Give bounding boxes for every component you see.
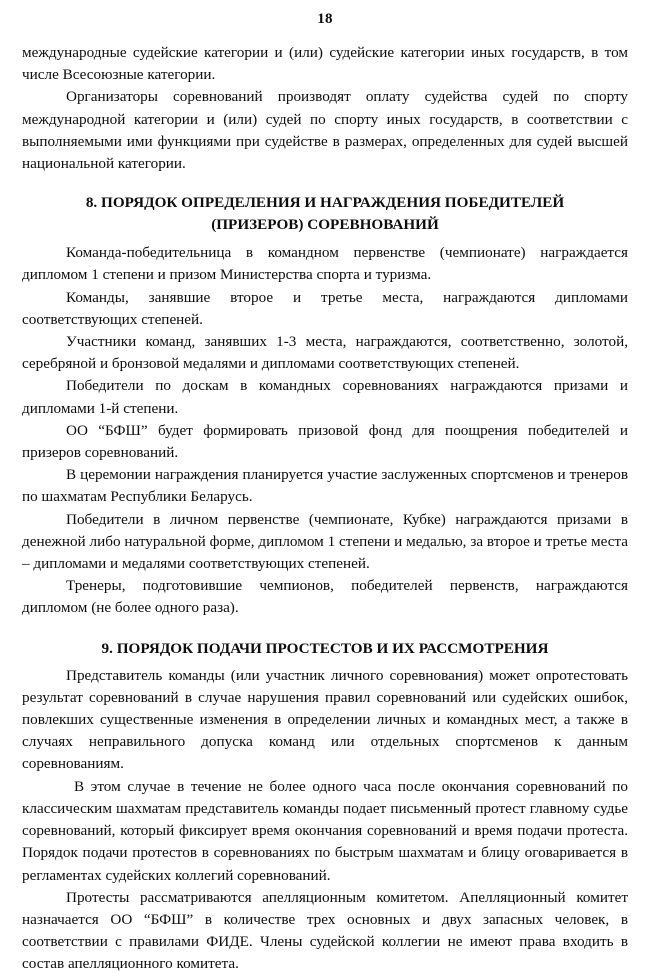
paragraph-8-8: Тренеры, подготовившие чемпионов, победителей первенств, награждаются дипломом (не более одного раза). xyxy=(22,577,628,617)
paragraph-8-4: Победители по доскам в командных соревнованиях награждаются призами и дипломами 1-й степени. xyxy=(22,377,628,417)
paragraph-9-3: Протесты рассматриваются апелляционным комитетом. Апелляционный комитет назначается ОО “БФШ” в количестве трех основных и двух запасных человек, в соответствии с правилами ФИДЕ. Члены судейской коллегии не имеют права входить в состав апелляционного комитета. xyxy=(22,888,628,973)
section-heading-8-line1: 8. ПОРЯДОК ОПРЕДЕЛЕНИЯ И НАГРАЖДЕНИЯ ПОБЕДИТЕЛЕЙ xyxy=(85,194,565,212)
paragraph-8-2: Команды, занявшие второе и третье места, награждаются дипломами соответствующих степеней. xyxy=(22,288,628,328)
paragraph-intro-2: Организаторы соревнований производят оплату судейства судей по спорту международной категории и (или) судей по спорту иных государств, в соответствии с выполняемыми ими функциями при судействе в размерах, определенных для судей высшей национальной категории. xyxy=(22,88,628,173)
paragraph-intro-1: международные судейские категории и (или) судейские категории иных государств, в том числе Всесоюзные категории. xyxy=(22,44,628,84)
paragraph-8-1: Команда-победительница в командном первенстве (чемпионате) награждается дипломом 1 степени и призом Министерства спорта и туризма. xyxy=(22,244,628,284)
page-number: 18 xyxy=(317,11,333,27)
paragraph-9-2: В этом случае в течение не более одного часа после окончания соревнований по классическим шахматам представитель команды подает письменный протест главному судье соревнований, который фиксирует время окончания соревнований и время подачи протеста. Порядок подачи протестов в соревнованиях по быстрым шахматам и блицу оговаривается в регламентах судейских коллегий соревнований. xyxy=(22,777,628,884)
paragraph-8-7: Победители в личном первенстве (чемпионате, Кубке) награждаются призами в денежной либо натуральной форме, дипломом 1 степени и медалью, за второе и третье места – дипломами и медалями соответствующих степеней. xyxy=(22,510,628,573)
section-heading-8 xyxy=(22,192,628,236)
paragraph-8-5: ОО “БФШ” будет формировать призовой фонд для поощрения победителей и призеров соревнований. xyxy=(22,421,628,462)
paragraph-8-3: Участники команд, занявших 1-3 места, награждаются, соответственно, золотой, серебряной и бронзовой медалями и дипломами соответствующих степеней. xyxy=(22,333,628,373)
section-heading-9 xyxy=(22,638,628,660)
section-heading-8-line2: (ПРИЗЕРОВ) СОРЕВНОВАНИЙ xyxy=(211,216,439,234)
paragraph-9-1: Представитель команды (или участник личного соревнования) может опротестовать результат соревнований в случае нарушения правил соревнований или судейских ошибок, повлекших существенные изменения в определении личных и командных мест, а также в случаях неправильного допуска команд или отдельных спортсменов к данным соревнованиям. xyxy=(22,666,628,773)
section-heading-9-line1: 9. ПОРЯДОК ПОДАЧИ ПРОСТЕСТОВ И ИХ РАССМОТРЕНИЯ xyxy=(101,639,549,657)
paragraph-8-6: В церемонии награждения планируется участие заслуженных спортсменов и тренеров по шахматам Республики Беларусь. xyxy=(22,466,628,506)
